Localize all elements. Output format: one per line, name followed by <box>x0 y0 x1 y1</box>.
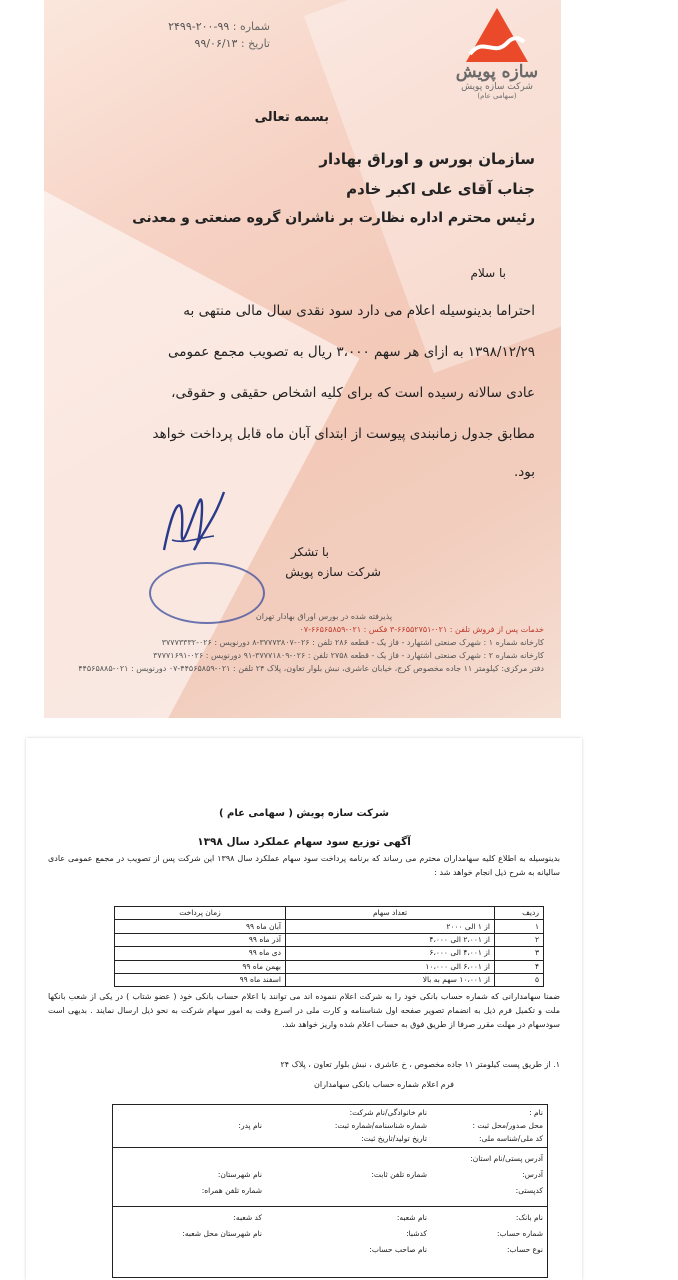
ref-number <box>100 18 270 35</box>
field-id-no: شماره شناسنامه/شماره ثبت: <box>334 1121 427 1130</box>
signer-name: شرکت سازه پویش <box>285 565 381 579</box>
form-title: فرم اعلام شماره حساب بانکی سهامداران <box>314 1080 454 1089</box>
footer-line: دفتر مرکزی: کیلومتر ۱۱ جاده مخصوص کرج، خیابان عاشری، نبش بلوار تعاون، پلاک ۲۴ تلفن : ۰۲۱-۴۴۵۶۵۸۵۹-۰۷ دورنویس : ۰۲۱-۴۴۵۶۵۸۸۵ <box>78 664 544 673</box>
table-row <box>115 960 544 973</box>
table-cell: از ۱ الی ۲۰۰۰ <box>286 920 495 933</box>
notice-note: ضمنا سهامدارانی که شماره حساب بانکی خود را به شرکت اعلام ننموده اند می توانند با اعلام حساب بانکی خود ( عضو شتاب ) در یکی از شعب بانکها ملت و تکمیل فرم ذیل به انضمام تصویر صفحه اول شناسنامه و کارت ملی در اسرع وقت به امور سهام شرکت به نحو ذیل ارسال نمایند . بدیهی است سودسهام در مهلت مقرر صرفا از طریق فوق به حساب اعلام شده واریز خواهد شد. <box>48 992 560 1029</box>
field-address: آدرس: <box>522 1170 543 1179</box>
table-cell: از ۲،۰۰۱ الی ۴،۰۰۰ <box>286 933 495 946</box>
form-section-identity <box>113 1105 547 1148</box>
ref-date-value: ۹۹/۰۶/۱۳ <box>194 37 238 50</box>
ref-date <box>100 35 270 52</box>
table-row <box>115 973 544 986</box>
field-issue-place: محل صدور/محل ثبت : <box>472 1121 543 1130</box>
body-line: عادی سالانه رسیده است که برای کلیه اشخاص حقیقی و حقوقی، <box>171 385 535 401</box>
footer-line: خدمات پس از فروش تلفن : ۰۲۱-۶۶۵۵۲۷۵۱-۳ فکس : ۰۲۱-۶۶۵۶۵۸۵۹-۰۷ <box>299 625 544 634</box>
field-birth-date: تاریخ تولید/تاریخ ثبت: <box>361 1134 427 1143</box>
table-header: تعداد سهام <box>286 907 495 920</box>
form-section-address <box>113 1148 547 1207</box>
recipient-line: رئیس محترم اداره نظارت بر ناشران گروه صنعتی و معدنی <box>132 210 535 226</box>
table-cell: آبان ماه ۹۹ <box>115 920 286 933</box>
greeting: با سلام <box>470 266 506 280</box>
field-postal: آدرس پستی/نام استان: <box>470 1154 543 1163</box>
field-account-no: شماره حساب: <box>496 1229 543 1238</box>
field-city: نام شهرستان: <box>217 1170 262 1179</box>
table-cell: از ۶،۰۰۱ الی ۱۰،۰۰۰ <box>286 960 495 973</box>
letter-refs <box>100 18 270 52</box>
table-cell: اسفند ماه ۹۹ <box>115 973 286 986</box>
table-cell: بهمن ماه ۹۹ <box>115 960 286 973</box>
closing: با تشکر <box>290 545 329 559</box>
logo-company: شرکت سازه پویش <box>461 82 533 92</box>
field-father: نام پدر: <box>238 1121 262 1130</box>
table-cell: ۲ <box>495 933 544 946</box>
ref-date-label: تاریخ : <box>240 37 270 50</box>
field-name: نام : <box>529 1108 543 1117</box>
logo-company-type: (سهامی عام) <box>477 92 517 100</box>
body-line: احتراما بدینوسیله اعلام می دارد سود نقدی سال مالی منتهی به <box>183 303 535 319</box>
notice-company: شرکت سازه پویش ( سهامی عام ) <box>218 808 390 819</box>
basmala: بسمه تعالی <box>254 110 329 125</box>
field-zip: کدپستی: <box>515 1186 543 1195</box>
field-bank: نام بانک: <box>515 1213 543 1222</box>
recipient-line: سازمان بورس و اوراق بهادار <box>319 150 535 168</box>
letter-footer <box>78 610 544 675</box>
letter-photo <box>44 0 561 718</box>
signature-icon <box>154 480 244 570</box>
table-cell: ۱ <box>495 920 544 933</box>
table-cell: دی ماه ۹۹ <box>115 947 286 960</box>
ref-number-label: شماره : <box>232 20 270 33</box>
table-row <box>115 920 544 933</box>
table-row <box>115 933 544 946</box>
field-branch-city: نام شهرستان محل شعبه: <box>182 1229 262 1238</box>
field-family: نام خانوادگی/نام شرکت: <box>349 1108 427 1117</box>
table-cell: آذر ماه ۹۹ <box>115 933 286 946</box>
table-header: ردیف <box>495 907 544 920</box>
table-cell: از ۱۰،۰۰۱ سهم به بالا <box>286 973 495 986</box>
footer-line: پذیرفته شده در بورس اوراق بهادار تهران <box>255 612 393 621</box>
notice-title: آگهی توزیع سود سهام عملکرد سال ۱۳۹۸ <box>197 836 411 848</box>
body-line: مطابق جدول زمانبندی پیوست از ابتدای آبان ماه قابل پرداخت خواهد <box>152 426 535 442</box>
field-mobile: شماره تلفن همراه: <box>201 1186 262 1195</box>
field-national-code: کد ملی/شناسه ملی: <box>479 1134 543 1143</box>
table-cell: ۵ <box>495 973 544 986</box>
table-row <box>115 947 544 960</box>
field-phone: شماره تلفن ثابت: <box>371 1170 427 1179</box>
footer-line: کارخانه شماره ۱ : شهرک صنعتی اشتهارد - فاز یک - قطعه ۲۸۶ تلفن : ۰۲۶-۳۷۷۷۳۸۰۷-۸ دورنویس : ۰۲۶-۳۷۷۷۳۳۳۲ <box>161 638 544 647</box>
field-account-type: نوع حساب: <box>506 1245 543 1254</box>
logo-name: سازه پویش <box>455 62 539 82</box>
body-line: بود. <box>513 464 535 480</box>
notice-item: ۱. از طریق پست کیلومتر ۱۱ جاده مخصوص ، خ عاشری ، نبش بلوار تعاون ، پلاک ۲۴ <box>280 1060 560 1069</box>
table-cell: ۳ <box>495 947 544 960</box>
notice-intro: بدینوسیله به اطلاع کلیه سهامداران محترم می رساند که برنامه پرداخت سود سهام عملکرد سال ۱۳۹۸ این شرکت پس از تصویب در مجمع عمومی عادی سالیانه به شرح ذیل انجام خواهد شد : <box>48 854 560 877</box>
form-section-bank <box>113 1207 547 1277</box>
field-sheba: کدشبا: <box>406 1229 427 1238</box>
recipient-line: جناب آقای علی اکبر خادم <box>346 180 535 198</box>
table-header-row <box>115 907 544 920</box>
field-holder: نام صاحب حساب: <box>369 1245 427 1254</box>
field-branch: نام شعبه: <box>396 1213 427 1222</box>
table-header: زمان پرداخت <box>115 907 286 920</box>
field-branch-code: کد شعبه: <box>233 1213 262 1222</box>
bank-account-form <box>112 1104 548 1278</box>
footer-line: کارخانه شماره ۲ : شهرک صنعتی اشتهارد - فاز یک - قطعه ۲۷۵۸ تلفن : ۰۲۶-۳۷۷۷۱۸۰۹-۹۱ دورنویس : ۰۲۶-۳۷۷۷۱۶۹۱ <box>153 651 544 660</box>
table-cell: از ۴،۰۰۱ الی ۶،۰۰۰ <box>286 947 495 960</box>
payment-schedule-table <box>114 906 544 987</box>
body-line: ۱۳۹۸/۱۲/۲۹ به ازای هر سهم ۳،۰۰۰ ریال به تصویب مجمع عمومی <box>168 344 535 360</box>
dividend-notice-page <box>26 738 582 1280</box>
company-logo <box>449 6 545 100</box>
logo-triangle-icon <box>464 6 530 64</box>
table-cell: ۴ <box>495 960 544 973</box>
ref-number-value: ۹۹-۲۰۰-۲۴۹۹ <box>168 20 230 33</box>
